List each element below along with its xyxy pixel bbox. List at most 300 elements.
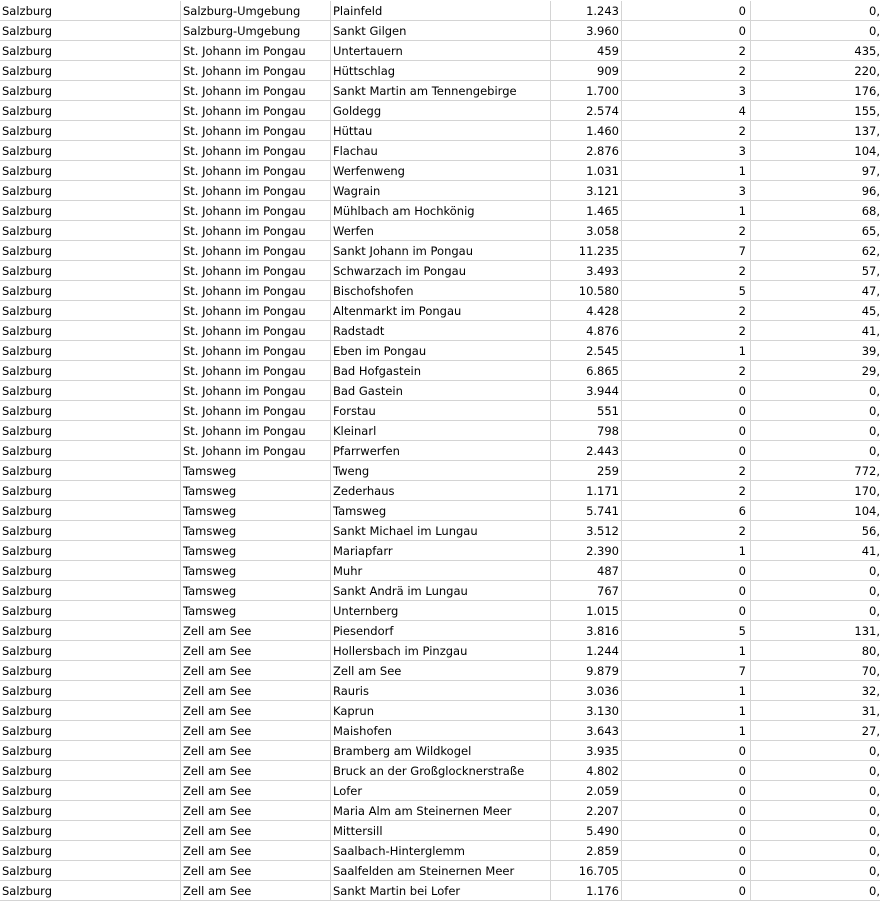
rate-cell[interactable]: 131, <box>854 624 880 638</box>
state-cell[interactable]: Salzburg <box>0 541 181 560</box>
population-cell[interactable]: 1.031 <box>551 161 622 180</box>
district-cell[interactable]: Salzburg-Umgebung <box>181 1 331 20</box>
state-cell[interactable]: Salzburg <box>0 861 181 880</box>
state-cell[interactable]: Salzburg <box>0 381 181 400</box>
municipality-cell[interactable]: Altenmarkt im Pongau <box>331 301 551 320</box>
rate-cell[interactable]: 170, <box>854 484 880 498</box>
population-cell[interactable]: 11.235 <box>551 241 622 260</box>
state-cell[interactable]: Salzburg <box>0 361 181 380</box>
count-cell[interactable]: 0 <box>622 21 751 40</box>
table-row <box>0 441 880 461</box>
state-cell[interactable]: Salzburg <box>0 821 181 840</box>
table-row <box>0 581 880 601</box>
count-cell[interactable]: 0 <box>622 381 751 400</box>
rate-cell[interactable]: 31, <box>861 704 880 718</box>
count-cell[interactable]: 2 <box>622 321 751 340</box>
population-cell[interactable]: 3.960 <box>551 21 622 40</box>
count-cell[interactable]: 3 <box>622 181 751 200</box>
state-cell[interactable]: Salzburg <box>0 281 181 300</box>
state-cell[interactable]: Salzburg <box>0 801 181 820</box>
population-cell[interactable]: 1.244 <box>551 641 622 660</box>
municipality-cell[interactable]: Saalbach-Hinterglemm <box>331 841 551 860</box>
population-cell[interactable]: 3.643 <box>551 721 622 740</box>
count-cell[interactable]: 2 <box>622 461 751 480</box>
rate-cell[interactable]: 0, <box>869 384 880 398</box>
municipality-cell[interactable]: Schwarzach im Pongau <box>331 261 551 280</box>
table-row <box>0 161 880 181</box>
population-cell[interactable]: 3.512 <box>551 521 622 540</box>
municipality-cell[interactable]: Werfen <box>331 221 551 240</box>
state-cell[interactable]: Salzburg <box>0 121 181 140</box>
population-cell[interactable]: 2.859 <box>551 841 622 860</box>
state-cell[interactable]: Salzburg <box>0 321 181 340</box>
municipality-cell[interactable]: Tweng <box>331 461 551 480</box>
rate-cell[interactable]: 220, <box>854 64 880 78</box>
state-cell[interactable]: Salzburg <box>0 461 181 480</box>
state-cell[interactable]: Salzburg <box>0 621 181 640</box>
municipality-cell[interactable]: Maishofen <box>331 721 551 740</box>
district-cell[interactable]: St. Johann im Pongau <box>181 401 331 420</box>
population-cell[interactable]: 2.545 <box>551 341 622 360</box>
municipality-cell[interactable]: Sankt Michael im Lungau <box>331 521 551 540</box>
municipality-cell[interactable]: Bischofshofen <box>331 281 551 300</box>
municipality-cell[interactable]: Mariapfarr <box>331 541 551 560</box>
population-cell[interactable]: 487 <box>551 561 622 580</box>
population-cell[interactable]: 1.700 <box>551 81 622 100</box>
state-cell[interactable]: Salzburg <box>0 741 181 760</box>
count-cell[interactable]: 7 <box>622 661 751 680</box>
municipality-cell[interactable]: Zederhaus <box>331 481 551 500</box>
count-cell[interactable]: 0 <box>622 761 751 780</box>
municipality-cell[interactable]: Bramberg am Wildkogel <box>331 741 551 760</box>
district-cell[interactable]: Tamsweg <box>181 561 331 580</box>
state-cell[interactable]: Salzburg <box>0 441 181 460</box>
table-row <box>0 641 880 661</box>
count-cell[interactable]: 1 <box>622 541 751 560</box>
count-cell[interactable]: 0 <box>622 401 751 420</box>
table-row <box>0 741 880 761</box>
municipality-cell[interactable]: Radstadt <box>331 321 551 340</box>
count-cell[interactable]: 0 <box>622 861 751 880</box>
rate-cell[interactable]: 0, <box>869 744 880 758</box>
rate-cell[interactable]: 0, <box>869 584 880 598</box>
count-cell[interactable]: 3 <box>622 141 751 160</box>
rate-cell[interactable]: 137, <box>854 124 880 138</box>
state-cell[interactable]: Salzburg <box>0 161 181 180</box>
district-cell[interactable]: Zell am See <box>181 741 331 760</box>
count-cell[interactable]: 0 <box>622 801 751 820</box>
population-cell[interactable]: 1.465 <box>551 201 622 220</box>
state-cell[interactable]: Salzburg <box>0 21 181 40</box>
count-cell[interactable]: 2 <box>622 221 751 240</box>
district-cell[interactable]: St. Johann im Pongau <box>181 81 331 100</box>
rate-cell[interactable]: 155, <box>854 104 880 118</box>
count-cell[interactable]: 0 <box>622 881 751 900</box>
rate-cell[interactable]: 0, <box>869 824 880 838</box>
population-cell[interactable]: 798 <box>551 421 622 440</box>
count-cell[interactable]: 1 <box>622 721 751 740</box>
rate-cell[interactable]: 56, <box>861 524 880 538</box>
municipality-cell[interactable]: Forstau <box>331 401 551 420</box>
state-cell[interactable]: Salzburg <box>0 1 181 20</box>
rate-cell[interactable]: 0, <box>869 564 880 578</box>
district-cell[interactable]: St. Johann im Pongau <box>181 61 331 80</box>
population-cell[interactable]: 10.580 <box>551 281 622 300</box>
population-cell[interactable]: 1.460 <box>551 121 622 140</box>
population-cell[interactable]: 1.176 <box>551 881 622 900</box>
state-cell[interactable]: Salzburg <box>0 781 181 800</box>
rate-cell[interactable]: 0, <box>869 784 880 798</box>
district-cell[interactable]: Tamsweg <box>181 601 331 620</box>
rate-cell[interactable]: 0, <box>869 804 880 818</box>
state-cell[interactable]: Salzburg <box>0 841 181 860</box>
state-cell[interactable]: Salzburg <box>0 421 181 440</box>
district-cell[interactable]: Zell am See <box>181 821 331 840</box>
district-cell[interactable]: Zell am See <box>181 801 331 820</box>
state-cell[interactable]: Salzburg <box>0 61 181 80</box>
district-cell[interactable]: St. Johann im Pongau <box>181 421 331 440</box>
rate-cell[interactable]: 0, <box>869 24 880 38</box>
table-row <box>0 141 880 161</box>
district-cell[interactable]: Zell am See <box>181 841 331 860</box>
population-cell[interactable]: 2.390 <box>551 541 622 560</box>
table-row <box>0 241 880 261</box>
district-cell[interactable]: Zell am See <box>181 641 331 660</box>
population-cell[interactable]: 3.493 <box>551 261 622 280</box>
population-cell[interactable]: 551 <box>551 401 622 420</box>
population-cell[interactable]: 4.428 <box>551 301 622 320</box>
population-cell[interactable]: 1.243 <box>551 1 622 20</box>
table-row <box>0 501 880 521</box>
municipality-cell[interactable]: Bad Hofgastein <box>331 361 551 380</box>
rate-cell[interactable]: 104, <box>854 144 880 158</box>
population-cell[interactable]: 2.059 <box>551 781 622 800</box>
population-cell[interactable]: 459 <box>551 41 622 60</box>
population-cell[interactable]: 4.802 <box>551 761 622 780</box>
municipality-cell[interactable]: Hüttau <box>331 121 551 140</box>
table-row <box>0 201 880 221</box>
state-cell[interactable]: Salzburg <box>0 141 181 160</box>
municipality-cell[interactable]: Hollersbach im Pinzgau <box>331 641 551 660</box>
count-cell[interactable]: 0 <box>622 421 751 440</box>
count-cell[interactable]: 5 <box>622 281 751 300</box>
rate-cell[interactable]: 41, <box>861 324 880 338</box>
table-row <box>0 1 880 21</box>
rate-cell[interactable]: 0, <box>869 844 880 858</box>
state-cell[interactable]: Salzburg <box>0 681 181 700</box>
count-cell[interactable]: 2 <box>622 361 751 380</box>
district-cell[interactable]: Zell am See <box>181 701 331 720</box>
rate-cell[interactable]: 435, <box>854 44 880 58</box>
rate-cell[interactable]: 104, <box>854 504 880 518</box>
district-cell[interactable]: Tamsweg <box>181 541 331 560</box>
district-cell[interactable]: Zell am See <box>181 721 331 740</box>
district-cell[interactable]: St. Johann im Pongau <box>181 221 331 240</box>
district-cell[interactable]: Tamsweg <box>181 521 331 540</box>
population-cell[interactable]: 4.876 <box>551 321 622 340</box>
state-cell[interactable]: Salzburg <box>0 81 181 100</box>
district-cell[interactable]: St. Johann im Pongau <box>181 381 331 400</box>
count-cell[interactable]: 2 <box>622 301 751 320</box>
table-row <box>0 781 880 801</box>
table-row <box>0 81 880 101</box>
municipality-cell[interactable]: Muhr <box>331 561 551 580</box>
population-cell[interactable]: 2.207 <box>551 801 622 820</box>
population-cell[interactable]: 767 <box>551 581 622 600</box>
table-row <box>0 261 880 281</box>
district-cell[interactable]: Tamsweg <box>181 461 331 480</box>
district-cell[interactable]: Salzburg-Umgebung <box>181 21 331 40</box>
municipality-cell[interactable]: Pfarrwerfen <box>331 441 551 460</box>
table-row <box>0 321 880 341</box>
municipality-cell[interactable]: Piesendorf <box>331 621 551 640</box>
population-cell[interactable]: 2.574 <box>551 101 622 120</box>
rate-cell[interactable]: 0, <box>869 424 880 438</box>
district-cell[interactable]: St. Johann im Pongau <box>181 121 331 140</box>
rate-cell[interactable]: 80, <box>861 644 880 658</box>
municipality-cell[interactable]: Bruck an der Großglocknerstraße <box>331 761 551 780</box>
rate-cell[interactable]: 47, <box>861 284 880 298</box>
count-cell[interactable]: 0 <box>622 561 751 580</box>
population-cell[interactable]: 909 <box>551 61 622 80</box>
rate-cell[interactable]: 0, <box>869 864 880 878</box>
state-cell[interactable]: Salzburg <box>0 221 181 240</box>
count-cell[interactable]: 1 <box>622 161 751 180</box>
district-cell[interactable]: St. Johann im Pongau <box>181 41 331 60</box>
municipality-cell[interactable]: Lofer <box>331 781 551 800</box>
population-cell[interactable]: 3.816 <box>551 621 622 640</box>
state-cell[interactable]: Salzburg <box>0 101 181 120</box>
rate-cell[interactable]: 39, <box>861 344 880 358</box>
table-row <box>0 621 880 641</box>
district-cell[interactable]: Zell am See <box>181 761 331 780</box>
state-cell[interactable]: Salzburg <box>0 481 181 500</box>
rate-cell[interactable]: 41, <box>861 544 880 558</box>
population-cell[interactable]: 3.130 <box>551 701 622 720</box>
table-row <box>0 381 880 401</box>
count-cell[interactable]: 0 <box>622 441 751 460</box>
state-cell[interactable]: Salzburg <box>0 581 181 600</box>
district-cell[interactable]: Zell am See <box>181 881 331 900</box>
municipality-cell[interactable]: Tamsweg <box>331 501 551 520</box>
state-cell[interactable]: Salzburg <box>0 501 181 520</box>
district-cell[interactable]: Tamsweg <box>181 501 331 520</box>
count-cell[interactable]: 1 <box>622 641 751 660</box>
district-cell[interactable]: St. Johann im Pongau <box>181 441 331 460</box>
state-cell[interactable]: Salzburg <box>0 881 181 900</box>
rate-cell[interactable]: 57, <box>861 264 880 278</box>
count-cell[interactable]: 2 <box>622 261 751 280</box>
municipality-cell[interactable]: Unternberg <box>331 601 551 620</box>
state-cell[interactable]: Salzburg <box>0 301 181 320</box>
table-row <box>0 181 880 201</box>
count-cell[interactable]: 7 <box>622 241 751 260</box>
district-cell[interactable]: St. Johann im Pongau <box>181 241 331 260</box>
table-row <box>0 101 880 121</box>
population-cell[interactable]: 5.490 <box>551 821 622 840</box>
district-cell[interactable]: St. Johann im Pongau <box>181 141 331 160</box>
municipality-cell[interactable]: Eben im Pongau <box>331 341 551 360</box>
count-cell[interactable]: 2 <box>622 61 751 80</box>
count-cell[interactable]: 2 <box>622 521 751 540</box>
state-cell[interactable]: Salzburg <box>0 721 181 740</box>
state-cell[interactable]: Salzburg <box>0 521 181 540</box>
municipality-cell[interactable]: Goldegg <box>331 101 551 120</box>
table-row <box>0 361 880 381</box>
rate-cell[interactable]: 0, <box>869 884 880 898</box>
population-cell[interactable]: 5.741 <box>551 501 622 520</box>
rate-cell[interactable]: 0, <box>869 604 880 618</box>
district-cell[interactable]: Tamsweg <box>181 581 331 600</box>
table-row <box>0 61 880 81</box>
count-cell[interactable]: 0 <box>622 1 751 20</box>
count-cell[interactable]: 0 <box>622 821 751 840</box>
state-cell[interactable]: Salzburg <box>0 701 181 720</box>
state-cell[interactable]: Salzburg <box>0 261 181 280</box>
district-cell[interactable]: St. Johann im Pongau <box>181 341 331 360</box>
rate-cell[interactable]: 0, <box>869 444 880 458</box>
rate-cell[interactable]: 32, <box>861 684 880 698</box>
state-cell[interactable]: Salzburg <box>0 241 181 260</box>
population-cell[interactable]: 3.036 <box>551 681 622 700</box>
count-cell[interactable]: 4 <box>622 101 751 120</box>
rate-cell[interactable]: 65, <box>861 224 880 238</box>
municipality-cell[interactable]: Wagrain <box>331 181 551 200</box>
municipality-cell[interactable]: Rauris <box>331 681 551 700</box>
district-cell[interactable]: Zell am See <box>181 861 331 880</box>
count-cell[interactable]: 0 <box>622 741 751 760</box>
district-cell[interactable]: St. Johann im Pongau <box>181 101 331 120</box>
municipality-cell[interactable]: Sankt Johann im Pongau <box>331 241 551 260</box>
population-cell[interactable]: 9.879 <box>551 661 622 680</box>
state-cell[interactable]: Salzburg <box>0 181 181 200</box>
table-row <box>0 461 880 481</box>
district-cell[interactable]: Zell am See <box>181 621 331 640</box>
population-cell[interactable]: 1.015 <box>551 601 622 620</box>
table-row <box>0 561 880 581</box>
population-cell[interactable]: 3.944 <box>551 381 622 400</box>
table-row <box>0 21 880 41</box>
municipality-cell[interactable]: Sankt Andrä im Lungau <box>331 581 551 600</box>
rate-cell[interactable]: 0, <box>869 404 880 418</box>
municipality-cell[interactable]: Untertauern <box>331 41 551 60</box>
table-row <box>0 881 880 901</box>
population-cell[interactable]: 2.443 <box>551 441 622 460</box>
municipality-cell[interactable]: Maria Alm am Steinernen Meer <box>331 801 551 820</box>
table-row <box>0 421 880 441</box>
count-cell[interactable]: 2 <box>622 121 751 140</box>
state-cell[interactable]: Salzburg <box>0 641 181 660</box>
district-cell[interactable]: Tamsweg <box>181 481 331 500</box>
population-cell[interactable]: 16.705 <box>551 861 622 880</box>
municipality-cell[interactable]: Kleinarl <box>331 421 551 440</box>
municipality-cell[interactable]: Werfenweng <box>331 161 551 180</box>
table-row <box>0 841 880 861</box>
count-cell[interactable]: 0 <box>622 841 751 860</box>
count-cell[interactable]: 1 <box>622 341 751 360</box>
count-cell[interactable]: 5 <box>622 621 751 640</box>
municipality-cell[interactable]: Zell am See <box>331 661 551 680</box>
table-row <box>0 521 880 541</box>
state-cell[interactable]: Salzburg <box>0 761 181 780</box>
count-cell[interactable]: 0 <box>622 581 751 600</box>
count-cell[interactable]: 2 <box>622 41 751 60</box>
district-cell[interactable]: St. Johann im Pongau <box>181 181 331 200</box>
rate-cell[interactable]: 0, <box>869 764 880 778</box>
state-cell[interactable]: Salzburg <box>0 341 181 360</box>
state-cell[interactable]: Salzburg <box>0 201 181 220</box>
municipality-cell[interactable]: Bad Gastein <box>331 381 551 400</box>
rate-cell[interactable]: 176, <box>854 84 880 98</box>
population-cell[interactable]: 259 <box>551 461 622 480</box>
district-cell[interactable]: Zell am See <box>181 661 331 680</box>
municipality-cell[interactable]: Flachau <box>331 141 551 160</box>
population-cell[interactable]: 3.058 <box>551 221 622 240</box>
rate-cell[interactable]: 62, <box>861 244 880 258</box>
table-row <box>0 341 880 361</box>
count-cell[interactable]: 1 <box>622 701 751 720</box>
district-cell[interactable]: St. Johann im Pongau <box>181 161 331 180</box>
municipality-cell[interactable]: Sankt Martin am Tennengebirge <box>331 81 551 100</box>
state-cell[interactable]: Salzburg <box>0 561 181 580</box>
municipality-cell[interactable]: Sankt Martin bei Lofer <box>331 881 551 900</box>
rate-cell[interactable]: 29, <box>861 364 880 378</box>
district-cell[interactable]: Zell am See <box>181 681 331 700</box>
district-cell[interactable]: Zell am See <box>181 781 331 800</box>
rate-cell[interactable]: 45, <box>861 304 880 318</box>
rate-cell[interactable]: 68, <box>861 204 880 218</box>
municipality-cell[interactable]: Hüttschlag <box>331 61 551 80</box>
population-cell[interactable]: 1.171 <box>551 481 622 500</box>
district-cell[interactable]: St. Johann im Pongau <box>181 281 331 300</box>
count-cell[interactable]: 6 <box>622 501 751 520</box>
population-cell[interactable]: 3.935 <box>551 741 622 760</box>
district-cell[interactable]: St. Johann im Pongau <box>181 361 331 380</box>
count-cell[interactable]: 2 <box>622 481 751 500</box>
population-cell[interactable]: 6.865 <box>551 361 622 380</box>
state-cell[interactable]: Salzburg <box>0 601 181 620</box>
count-cell[interactable]: 1 <box>622 681 751 700</box>
district-cell[interactable]: St. Johann im Pongau <box>181 321 331 340</box>
municipality-cell[interactable]: Mittersill <box>331 821 551 840</box>
municipality-cell[interactable]: Mühlbach am Hochkönig <box>331 201 551 220</box>
table-row <box>0 821 880 841</box>
municipality-cell[interactable]: Kaprun <box>331 701 551 720</box>
municipality-cell[interactable]: Sankt Gilgen <box>331 21 551 40</box>
table-row <box>0 121 880 141</box>
municipality-cell[interactable]: Plainfeld <box>331 1 551 20</box>
count-cell[interactable]: 0 <box>622 601 751 620</box>
rate-cell[interactable]: 97, <box>861 164 880 178</box>
rate-cell[interactable]: 96, <box>861 184 880 198</box>
population-cell[interactable]: 3.121 <box>551 181 622 200</box>
count-cell[interactable]: 1 <box>622 201 751 220</box>
rate-cell[interactable]: 772, <box>854 464 880 478</box>
rate-cell[interactable]: 0, <box>869 4 880 18</box>
state-cell[interactable]: Salzburg <box>0 41 181 60</box>
district-cell[interactable]: St. Johann im Pongau <box>181 201 331 220</box>
population-cell[interactable]: 2.876 <box>551 141 622 160</box>
district-cell[interactable]: St. Johann im Pongau <box>181 301 331 320</box>
municipality-cell[interactable]: Saalfelden am Steinernen Meer <box>331 861 551 880</box>
state-cell[interactable]: Salzburg <box>0 661 181 680</box>
count-cell[interactable]: 0 <box>622 781 751 800</box>
rate-cell[interactable]: 27, <box>861 724 880 738</box>
district-cell[interactable]: St. Johann im Pongau <box>181 261 331 280</box>
count-cell[interactable]: 3 <box>622 81 751 100</box>
state-cell[interactable]: Salzburg <box>0 401 181 420</box>
rate-cell[interactable]: 70, <box>861 664 880 678</box>
